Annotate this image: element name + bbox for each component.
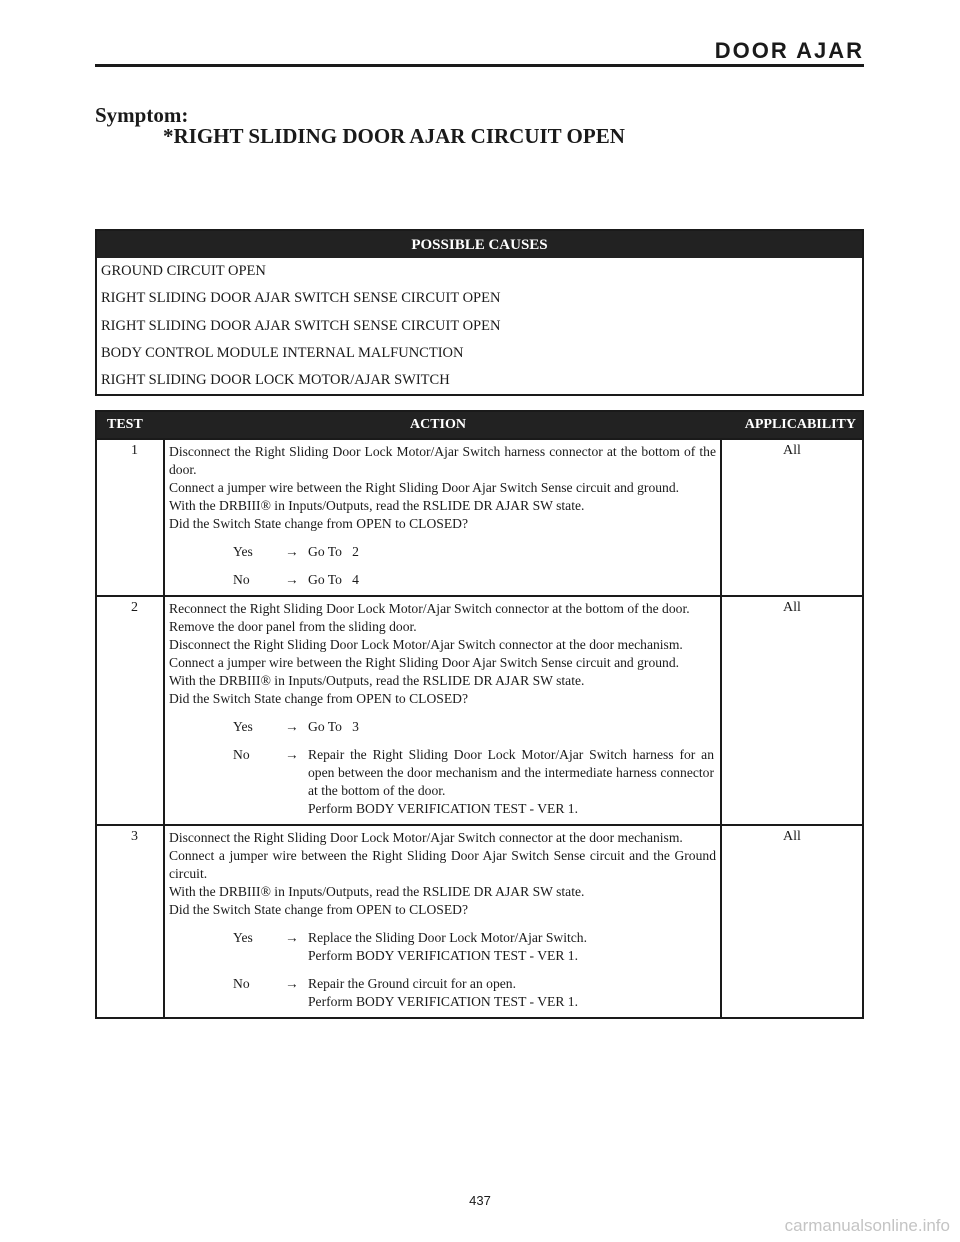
no-result-followup: Perform BODY VERIFICATION TEST - VER 1. [308,994,578,1009]
possible-causes-heading: POSSIBLE CAUSES [97,231,862,258]
action-step: With the DRBIII® in Inputs/Outputs, read the RSLIDE DR AJAR SW state. [169,884,585,899]
no-result: Repair the Right Sliding Door Lock Motor/Ajar Switch harness for an open between the door mechanism and the intermediate harness connector at the bottom of the door. [308,747,714,798]
action-step: Connect a jumper wire between the Right Sliding Door Ajar Switch Sense circuit and ground. [169,480,680,495]
action-step: Did the Switch State change from OPEN to CLOSED? [169,516,469,531]
yes-option [169,543,716,561]
col-applicability-header: APPLICABILITY [744,417,856,432]
col-test-header: TEST [107,417,143,432]
test-applicability: All [783,829,801,844]
test-number: 2 [131,600,138,615]
no-option [169,975,716,1011]
test-number: 3 [131,829,138,844]
symptom-label: Symptom: [95,103,189,127]
arrow-icon: → [285,719,299,734]
cause-item: RIGHT SLIDING DOOR AJAR SWITCH SENSE CIRCUIT OPEN [101,290,501,307]
cause-item: GROUND CIRCUIT OPEN [101,263,266,279]
yes-result-followup: Perform BODY VERIFICATION TEST - VER 1. [308,948,578,963]
yes-label: Yes [233,719,253,734]
test-table [95,410,864,1019]
action-step: With the DRBIII® in Inputs/Outputs, read the RSLIDE DR AJAR SW state. [169,498,585,513]
action-step: Disconnect the Right Sliding Door Lock Motor/Ajar Switch harness connector at the bottom of the door. [169,444,716,477]
action-step: With the DRBIII® in Inputs/Outputs, read the RSLIDE DR AJAR SW state. [169,673,585,688]
arrow-icon: → [285,572,299,587]
no-option [169,746,716,818]
arrow-icon: → [285,930,299,945]
yes-label: Yes [233,930,253,945]
no-result: Go To 4 [308,572,359,587]
watermark: carmanualsonline.info [784,1216,950,1235]
test-row [97,824,862,1017]
col-action-header: ACTION [410,417,467,432]
yes-option [169,718,716,736]
action-step: Connect a jumper wire between the Right Sliding Door Ajar Switch Sense circuit and the Ground circuit. [169,848,716,881]
test-row [97,595,862,824]
test-action [165,597,722,824]
yes-label: Yes [233,544,253,559]
test-action [165,826,722,1017]
yes-result: Go To 3 [308,719,359,734]
no-label: No [233,976,250,991]
yes-result: Replace the Sliding Door Lock Motor/Ajar Switch. [308,930,587,945]
page-number: 437 [469,1193,491,1208]
test-table-header [97,412,862,438]
cause-item: RIGHT SLIDING DOOR AJAR SWITCH SENSE CIRCUIT OPEN [101,317,501,334]
arrow-icon: → [285,544,299,559]
test-applicability: All [783,600,801,615]
header-rule [95,64,864,67]
yes-option [169,929,716,965]
cause-item: RIGHT SLIDING DOOR LOCK MOTOR/AJAR SWITCH [101,372,450,389]
action-step: Remove the door panel from the sliding door. [169,619,417,634]
test-applicability: All [783,443,801,458]
yes-result: Go To 2 [308,544,359,559]
action-step: Disconnect the Right Sliding Door Lock Motor/Ajar Switch connector at the door mechanism. [169,830,683,845]
cause-item: BODY CONTROL MODULE INTERNAL MALFUNCTION [101,344,464,361]
symptom-text: *RIGHT SLIDING DOOR AJAR CIRCUIT OPEN [163,124,625,148]
test-action [165,440,722,595]
no-label: No [233,747,250,762]
test-number: 1 [131,443,138,458]
section-title: DOOR AJAR [714,38,864,63]
arrow-icon: → [285,747,299,762]
action-step: Did the Switch State change from OPEN to CLOSED? [169,902,469,917]
test-row [97,438,862,595]
action-step: Did the Switch State change from OPEN to CLOSED? [169,691,469,706]
action-step: Reconnect the Right Sliding Door Lock Motor/Ajar Switch connector at the bottom of the door. [169,601,690,616]
action-step: Disconnect the Right Sliding Door Lock Motor/Ajar Switch connector at the door mechanism. [169,637,683,652]
no-result-followup: Perform BODY VERIFICATION TEST - VER 1. [308,801,578,816]
no-label: No [233,572,250,587]
possible-causes-box [95,229,864,396]
arrow-icon: → [285,976,299,991]
no-result: Repair the Ground circuit for an open. [308,976,516,991]
no-option [169,571,716,589]
action-step: Connect a jumper wire between the Right Sliding Door Ajar Switch Sense circuit and ground. [169,655,680,670]
